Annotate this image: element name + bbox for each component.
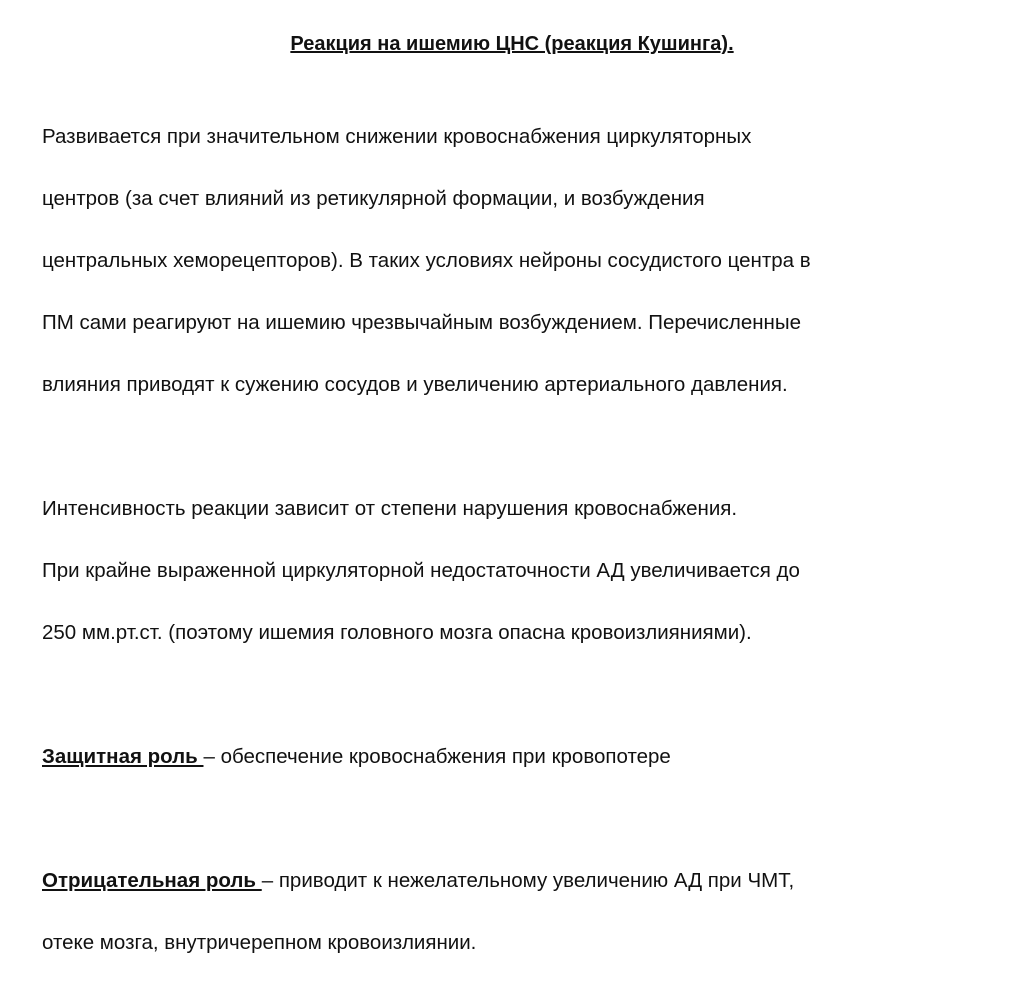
protective-role-text: – обеспечение кровоснабжения при кровопотере — [203, 745, 671, 768]
paragraph-protective-role — [42, 710, 982, 803]
text-line: ПМ сами реагируют на ишемию чрезвычайным возбуждением. Перечисленные — [42, 311, 802, 334]
protective-role-term: Защитная роль — [42, 745, 204, 768]
text-line — [42, 741, 982, 772]
text-line: центров (за счет влияний из ретикулярной формации, и возбуждения — [42, 187, 705, 210]
text-line: Развивается при значительном снижении кровоснабжения циркуляторных — [42, 125, 752, 148]
text-line: Интенсивность реакции зависит от степени нарушения кровоснабжения. — [42, 497, 738, 520]
text-line — [42, 865, 982, 896]
negative-role-text: – приводит к нежелательному увеличению АД при ЧМТ, — [261, 869, 795, 892]
page-title: Реакция на ишемию ЦНС (реакция Кушинга). — [290, 33, 734, 55]
text-line: влияния приводят к сужению сосудов и увеличению артериального давления. — [42, 373, 788, 396]
text-line: 250 мм.рт.ст. (поэтому ишемия головного мозга опасна кровоизлияниями). — [42, 621, 752, 644]
text-line: При крайне выраженной циркуляторной недостаточности АД увеличивается до — [42, 559, 800, 582]
paragraph-negative-role — [42, 834, 982, 989]
text-line: отеке мозга, внутричерепном кровоизлиянии. — [42, 931, 477, 954]
text-line: центральных хеморецепторов). В таких условиях нейроны сосудистого центра в — [42, 249, 811, 272]
slide-body — [42, 90, 982, 989]
paragraph-intensity — [42, 462, 982, 679]
paragraph-mechanism — [42, 90, 982, 431]
negative-role-term: Отрицательная роль — [42, 869, 262, 892]
